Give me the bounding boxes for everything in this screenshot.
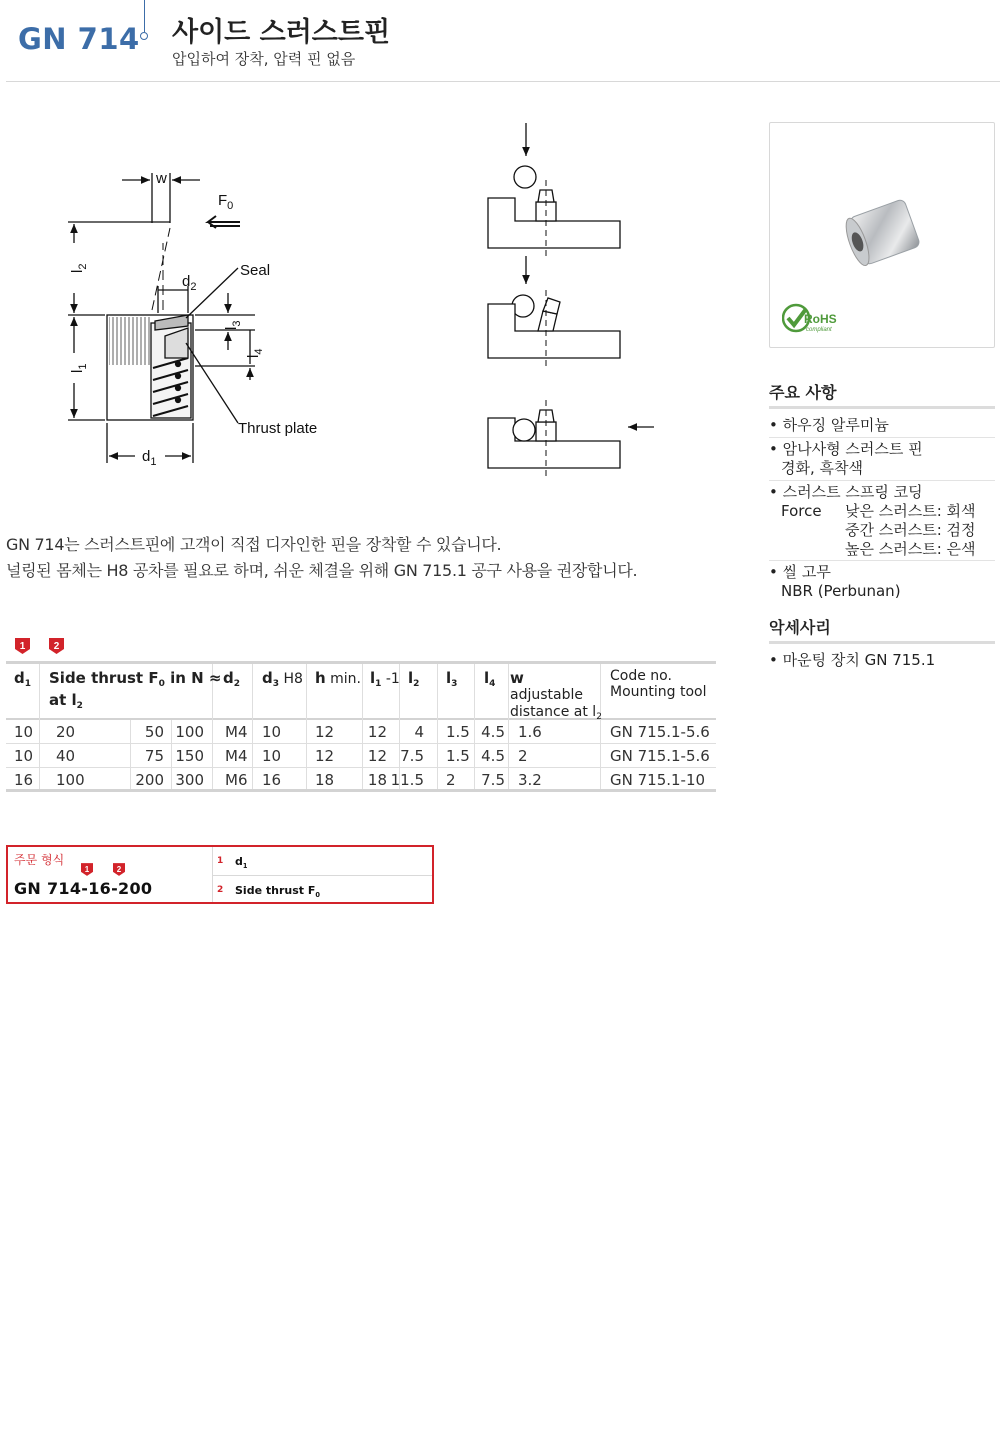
- page-title: 사이드 스러스트핀: [172, 17, 391, 48]
- spring-force-mid: 중간 스러스트: 검정: [845, 521, 976, 539]
- feature-item-seal: • 씰 고무 NBR (Perbunan): [769, 563, 901, 600]
- order-badge-1-icon: [81, 863, 93, 876]
- table-cell: 10: [14, 747, 34, 765]
- description-line-2: 널링된 몸체는 H8 공차를 필요로 하며, 쉬운 체결을 위해 GN 715.1 공구 사용을 권장합니다.: [6, 561, 638, 580]
- label-l4-sub: 4: [253, 348, 265, 355]
- th-l4: $l_4$: [484, 669, 496, 689]
- col-sep: [39, 664, 40, 789]
- svg-text:l2: [69, 264, 89, 273]
- order-code: GN 714-16-200: [14, 879, 153, 898]
- label-thrust-plate: Thrust plate: [238, 420, 318, 437]
- feature-line: 스러스트 스프링 코딩: [782, 483, 923, 501]
- table-cell: M6: [225, 771, 248, 789]
- table-cell: GN 715.1-5.6: [610, 747, 710, 765]
- accessories-rule: [769, 641, 995, 644]
- svg-text:Seal: [240, 262, 270, 279]
- page-subtitle: 압입하여 장착, 압력 핀 없음: [172, 50, 356, 68]
- table-cell: 150: [175, 747, 204, 765]
- label-F: F: [218, 192, 228, 209]
- table-cell: 12: [367, 747, 387, 765]
- col-sep: [306, 664, 307, 789]
- header-divider: [144, 0, 145, 32]
- table-cell: 200: [135, 771, 164, 789]
- accessory-label: 마운팅 장치 GN 715.1: [782, 651, 936, 669]
- order-entry-text: Side thrust $F_0$: [235, 884, 320, 899]
- spring-force-low: 낮은 스러스트: 회색: [845, 502, 976, 520]
- table-cell: 10: [262, 747, 282, 765]
- table-cell: 4.5: [481, 723, 505, 741]
- label-l1-sub: 1: [77, 363, 89, 370]
- badge-1-icon: [15, 638, 30, 654]
- feature-item-spring: • 스러스트 스프링 코딩: [769, 483, 923, 501]
- table-row-rule: [6, 743, 716, 744]
- order-label: 주문 형식: [14, 853, 65, 867]
- svg-text:1: 1: [19, 641, 26, 652]
- table-cell: 20: [56, 723, 76, 741]
- table-cell: 10: [14, 723, 34, 741]
- table-cell: 7.5: [481, 771, 505, 789]
- order-entry-text: $d_1$: [235, 855, 248, 870]
- col-sep: [252, 664, 253, 789]
- table-cell: 7.5: [400, 747, 424, 765]
- feature-divider: [769, 437, 995, 438]
- table-cell: 300: [175, 771, 204, 789]
- svg-text:l1: [69, 364, 89, 373]
- label-F-sub: 0: [227, 200, 234, 212]
- rohs-text: RoHS: [804, 312, 837, 326]
- product-image: [769, 122, 995, 348]
- label-l3-sub: 3: [231, 320, 243, 327]
- svg-text:w: [155, 170, 167, 187]
- table-cell: M4: [225, 747, 248, 765]
- svg-text:l3: [223, 321, 243, 330]
- description-line-1: GN 714는 스러스트핀에 고객이 직접 디자인한 핀을 장착할 수 있습니다.: [6, 535, 502, 554]
- table-cell: 16: [14, 771, 34, 789]
- features-heading: 주요 사항: [769, 383, 837, 402]
- table-cell: M4: [225, 723, 248, 741]
- svg-text:1: 1: [84, 864, 90, 874]
- table-cell: 10: [262, 723, 282, 741]
- th-h: h min.: [315, 669, 361, 687]
- th-d1: $d_1$: [14, 669, 32, 689]
- rohs-badge: [782, 301, 844, 335]
- feature-item-housing: • 하우징 알루미늄: [769, 416, 889, 434]
- feature-line: 하우징 알루미늄: [782, 416, 889, 434]
- header-rule: [6, 81, 1000, 82]
- table-cell: 1.6: [518, 723, 542, 741]
- table-cell: 16: [262, 771, 282, 789]
- order-divider: [212, 875, 432, 876]
- svg-text:2: 2: [116, 864, 122, 874]
- table-cell: 12: [315, 747, 335, 765]
- product-code: GN 714: [18, 22, 140, 56]
- label-w: w: [156, 170, 167, 187]
- table-cell: 18: [315, 771, 335, 789]
- th-side-thrust: Side thrust $F_0$ in N ≈ at $l_2$: [49, 669, 222, 711]
- rohs-check-icon: [782, 301, 844, 335]
- table-row-rule: [6, 767, 716, 768]
- table-cell: 11.5: [390, 771, 424, 789]
- col-sep: [171, 720, 172, 789]
- feature-divider: [769, 480, 995, 481]
- spring-force-label: Force: [781, 502, 822, 520]
- accessory-item: • 마운팅 장치 GN 715.1: [769, 651, 936, 669]
- accessories-heading: 악세사리: [769, 618, 831, 637]
- rohs-subtext: compliant: [806, 327, 832, 333]
- label-l3: l: [223, 326, 240, 330]
- order-entry-num: 2: [217, 885, 224, 895]
- label-d1: d: [142, 448, 151, 465]
- technical-drawing: [60, 118, 700, 483]
- th-l2: $l_2$: [408, 669, 420, 689]
- label-l4: l: [245, 354, 262, 358]
- svg-text:l4: [245, 349, 265, 358]
- label-d2: d: [182, 273, 191, 290]
- feature-line: NBR (Perbunan): [781, 582, 901, 600]
- col-sep: [508, 664, 509, 789]
- table-cell: GN 715.1-5.6: [610, 723, 710, 741]
- table-cell: 3.2: [518, 771, 542, 789]
- table-cell: 50: [144, 723, 164, 741]
- table-cell: 100: [175, 723, 204, 741]
- table-bottom-rule: [6, 789, 716, 792]
- header-divider-dot: [140, 32, 148, 40]
- table-cell: 40: [56, 747, 76, 765]
- svg-text:d1: [142, 448, 156, 468]
- table-cell: GN 715.1-10: [610, 771, 706, 789]
- feature-item-pin: • 암나사형 스러스트 핀 경화, 흑착색: [769, 440, 923, 477]
- th-code: Code no. Mounting tool: [610, 668, 707, 700]
- table-cell: 12: [367, 723, 387, 741]
- table-top-rule: [6, 661, 716, 664]
- label-seal: Seal: [240, 262, 271, 279]
- col-sep: [474, 664, 475, 789]
- th-d3: $d_3$ H8: [262, 669, 303, 689]
- order-badge-2-icon: [113, 863, 125, 876]
- label-d1-sub: 1: [150, 456, 157, 468]
- th-l1: $l_1$ -1: [370, 669, 400, 689]
- svg-text:F0: [218, 192, 233, 212]
- feature-divider: [769, 560, 995, 561]
- col-sep: [437, 664, 438, 789]
- table-cell: 18: [367, 771, 387, 789]
- table-cell: 4.5: [481, 747, 505, 765]
- order-example-box: [6, 845, 434, 904]
- table-cell: 75: [144, 747, 164, 765]
- col-sep: [362, 664, 363, 789]
- label-l2-sub: 2: [77, 263, 89, 270]
- col-sep: [130, 720, 131, 789]
- label-l1: l: [69, 369, 86, 373]
- feature-line: 경화, 흑착색: [781, 459, 863, 477]
- feature-line: 씰 고무: [782, 563, 831, 581]
- table-cell: 2: [518, 747, 528, 765]
- features-rule: [769, 406, 995, 409]
- th-l3: $l_3$: [446, 669, 458, 689]
- table-cell: 12: [315, 723, 335, 741]
- th-w: w adjustable distance at $l_2$: [510, 669, 602, 722]
- svg-text:2: 2: [53, 641, 60, 652]
- table-cell: 2: [446, 771, 456, 789]
- label-l2: l: [69, 269, 86, 273]
- feature-line: 암나사형 스러스트 핀: [782, 440, 923, 458]
- table-cell: 100: [56, 771, 85, 789]
- spring-force-high: 높은 스러스트: 은색: [845, 540, 976, 558]
- table-cell: 4: [414, 723, 424, 741]
- label-d2-sub: 2: [190, 281, 197, 293]
- order-entry-num: 1: [217, 856, 224, 866]
- badge-2-icon: [49, 638, 64, 654]
- th-d2: $d_2$: [223, 669, 241, 689]
- svg-text:Thrust plate: [238, 420, 317, 437]
- table-cell: 1.5: [446, 747, 470, 765]
- table-cell: 1.5: [446, 723, 470, 741]
- table-header-rule: [6, 718, 716, 720]
